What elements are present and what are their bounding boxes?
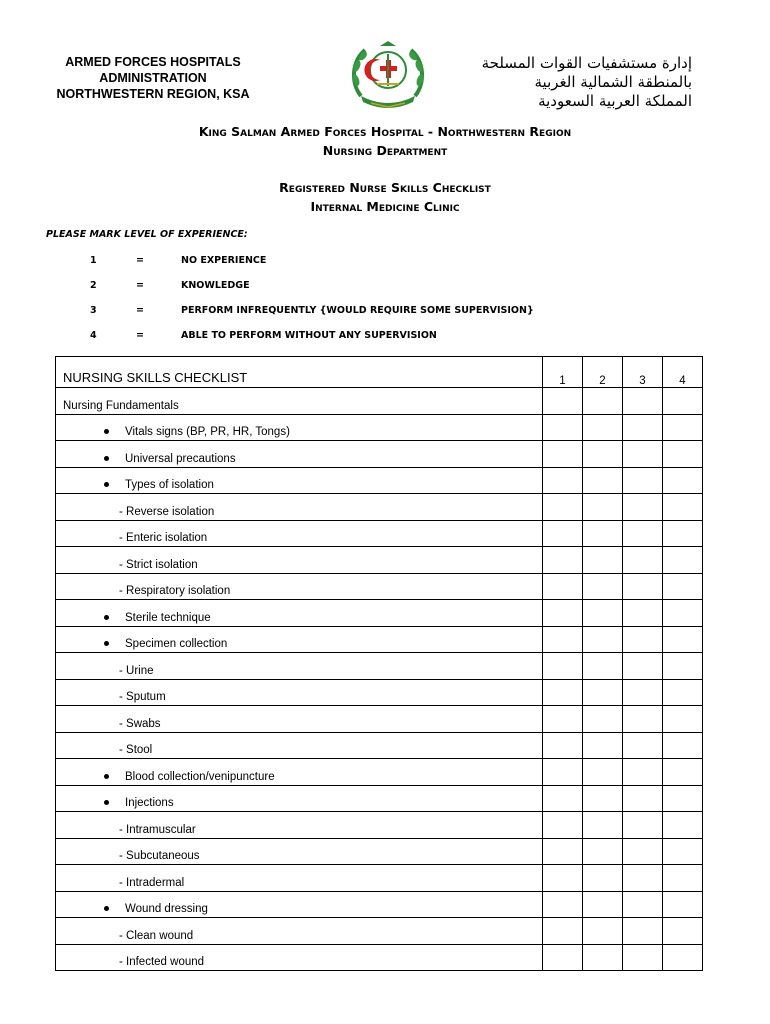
sub-skill-label: - Respiratory isolation	[119, 585, 231, 597]
level-3-checkbox-cell[interactable]	[623, 547, 663, 574]
skill-cell	[56, 891, 543, 918]
level-4-checkbox-cell[interactable]	[663, 891, 703, 918]
table-header-row	[56, 357, 703, 388]
armed-forces-emblem-icon	[347, 40, 429, 112]
sub-item	[63, 956, 542, 968]
level-2-checkbox-cell[interactable]	[583, 653, 623, 680]
level-1-checkbox-cell[interactable]	[543, 759, 583, 786]
bullet-item	[63, 797, 542, 809]
level-1-checkbox-cell[interactable]	[543, 547, 583, 574]
level-4-checkbox-cell[interactable]	[663, 600, 703, 627]
table-row	[56, 812, 703, 839]
sub-skill-label: - Enteric isolation	[119, 532, 208, 544]
level-2-checkbox-cell[interactable]	[583, 759, 623, 786]
level-4-checkbox-cell[interactable]	[663, 388, 703, 415]
level-3-checkbox-cell[interactable]	[623, 732, 663, 759]
level-1-checkbox-cell[interactable]	[543, 414, 583, 441]
table-row	[56, 626, 703, 653]
table-row	[56, 441, 703, 468]
table-heading: NURSING SKILLS CHECKLIST	[63, 370, 248, 385]
skill-label: Types of isolation	[125, 479, 214, 491]
level-3-checkbox-cell[interactable]	[623, 706, 663, 733]
legend-desc: PERFORM INFREQUENTLY {WOULD REQUIRE SOME SUPERVISION}	[181, 305, 534, 316]
skill-cell	[56, 414, 543, 441]
level-3-checkbox-cell[interactable]	[623, 414, 663, 441]
skills-checklist-table	[55, 356, 703, 971]
sub-item	[63, 559, 542, 571]
bullet-icon	[104, 641, 109, 646]
level-1-checkbox-cell[interactable]	[543, 891, 583, 918]
legend-num: 2	[90, 280, 97, 291]
level-2-checkbox-cell[interactable]	[583, 520, 623, 547]
level-4-checkbox-cell[interactable]	[663, 732, 703, 759]
sub-skill-label: - Clean wound	[119, 929, 194, 942]
skill-cell	[56, 600, 543, 627]
sub-skill-label: - Subcutaneous	[119, 850, 200, 862]
level-4-checkbox-cell[interactable]	[663, 706, 703, 733]
level-4-checkbox-cell[interactable]	[663, 547, 703, 574]
skill-label: Vitals signs (BP, PR, HR, Tongs)	[125, 426, 290, 438]
skill-cell	[56, 944, 543, 971]
level-4-checkbox-cell[interactable]	[663, 918, 703, 945]
skill-cell	[56, 467, 543, 494]
legend-desc: NO EXPERIENCE	[181, 255, 267, 266]
level-1-checkbox-cell[interactable]	[543, 944, 583, 971]
skill-cell	[56, 812, 543, 839]
legend-num: 1	[90, 255, 97, 266]
skill-cell	[56, 653, 543, 680]
level-4-checkbox-cell[interactable]	[663, 759, 703, 786]
legend-eq: =	[136, 305, 144, 316]
level-3-checkbox-cell[interactable]	[623, 679, 663, 706]
legend-desc: KNOWLEDGE	[181, 280, 250, 291]
level-2-checkbox-cell[interactable]	[583, 388, 623, 415]
header-right-block	[462, 54, 692, 111]
level-3-checkbox-cell[interactable]	[623, 573, 663, 600]
skill-cell	[56, 520, 543, 547]
level-2-checkbox-cell[interactable]	[583, 785, 623, 812]
level-1-checkbox-cell[interactable]	[543, 838, 583, 865]
level-2-checkbox-cell[interactable]	[583, 414, 623, 441]
table-row	[56, 891, 703, 918]
sub-item	[63, 850, 542, 862]
level-1-checkbox-cell[interactable]	[543, 732, 583, 759]
skill-cell	[56, 441, 543, 468]
clinic-title: Internal Medicine Clinic	[310, 199, 460, 214]
sub-item	[63, 877, 542, 889]
table-row	[56, 494, 703, 521]
skill-cell	[56, 626, 543, 653]
skill-label: Specimen collection	[125, 638, 228, 650]
level-1-checkbox-cell[interactable]	[543, 865, 583, 892]
level-4-checkbox-cell[interactable]	[663, 944, 703, 971]
skill-cell	[56, 865, 543, 892]
sub-item	[63, 506, 542, 518]
hospital-title: King Salman Armed Forces Hospital - Northwestern Region	[198, 124, 572, 139]
level-3-checkbox-cell[interactable]	[623, 812, 663, 839]
level-3-checkbox-cell[interactable]	[623, 388, 663, 415]
sub-item	[63, 930, 542, 942]
skill-cell	[56, 573, 543, 600]
level-1-checkbox-cell[interactable]	[543, 388, 583, 415]
level-4-checkbox-cell[interactable]	[663, 865, 703, 892]
skill-label: Wound dressing	[125, 903, 208, 915]
table-row	[56, 679, 703, 706]
table-row	[56, 467, 703, 494]
level-1-checkbox-cell[interactable]	[543, 679, 583, 706]
section-label: Nursing Fundamentals	[63, 399, 179, 412]
skill-label: Sterile technique	[125, 611, 211, 624]
sub-item	[63, 585, 542, 597]
bullet-item	[63, 426, 542, 438]
table-row	[56, 944, 703, 971]
level-header-2: 2	[583, 357, 623, 388]
table-row	[56, 838, 703, 865]
table-row	[56, 547, 703, 574]
legend-desc: ABLE TO PERFORM WITHOUT ANY SUPERVISION	[181, 330, 437, 341]
bullet-icon	[104, 456, 109, 461]
skill-cell	[56, 918, 543, 945]
table-row	[56, 388, 703, 415]
table-row	[56, 573, 703, 600]
hospital-title-block	[0, 122, 770, 160]
level-header-4: 4	[663, 357, 703, 388]
level-4-checkbox-cell[interactable]	[663, 494, 703, 521]
skill-label: Blood collection/venipuncture	[125, 770, 275, 783]
skill-cell	[56, 759, 543, 786]
level-3-checkbox-cell[interactable]	[623, 520, 663, 547]
level-2-checkbox-cell[interactable]	[583, 865, 623, 892]
level-4-checkbox-cell[interactable]	[663, 414, 703, 441]
level-3-checkbox-cell[interactable]	[623, 600, 663, 627]
skill-cell	[56, 494, 543, 521]
bullet-icon	[104, 429, 109, 434]
level-4-checkbox-cell[interactable]	[663, 838, 703, 865]
level-3-checkbox-cell[interactable]	[623, 653, 663, 680]
legend-eq: =	[136, 280, 144, 291]
level-2-checkbox-cell[interactable]	[583, 944, 623, 971]
bullet-icon	[104, 800, 109, 805]
sub-item	[63, 665, 542, 677]
level-3-checkbox-cell[interactable]	[623, 626, 663, 653]
level-3-checkbox-cell[interactable]	[623, 865, 663, 892]
level-1-checkbox-cell[interactable]	[543, 706, 583, 733]
level-4-checkbox-cell[interactable]	[663, 520, 703, 547]
bullet-item	[63, 453, 542, 465]
level-4-checkbox-cell[interactable]	[663, 467, 703, 494]
level-1-checkbox-cell[interactable]	[543, 600, 583, 627]
legend-eq: =	[136, 255, 144, 266]
sub-item	[63, 532, 542, 544]
sub-skill-label: - Urine	[119, 664, 154, 677]
level-2-checkbox-cell[interactable]	[583, 467, 623, 494]
level-2-checkbox-cell[interactable]	[583, 494, 623, 521]
level-4-checkbox-cell[interactable]	[663, 573, 703, 600]
sub-skill-label: - Reverse isolation	[119, 505, 215, 518]
skill-cell	[56, 388, 543, 415]
level-3-checkbox-cell[interactable]	[623, 918, 663, 945]
level-2-checkbox-cell[interactable]	[583, 918, 623, 945]
sub-skill-label: - Swabs	[119, 717, 161, 730]
section-item	[63, 400, 542, 412]
level-2-checkbox-cell[interactable]	[583, 573, 623, 600]
table-row	[56, 414, 703, 441]
level-3-checkbox-cell[interactable]	[623, 838, 663, 865]
level-1-checkbox-cell[interactable]	[543, 918, 583, 945]
table-row	[56, 732, 703, 759]
level-1-checkbox-cell[interactable]	[543, 812, 583, 839]
sub-item	[63, 691, 542, 703]
level-1-checkbox-cell[interactable]	[543, 441, 583, 468]
level-1-checkbox-cell[interactable]	[543, 520, 583, 547]
bullet-icon	[104, 482, 109, 487]
level-4-checkbox-cell[interactable]	[663, 679, 703, 706]
sub-skill-label: - Infected wound	[119, 956, 205, 968]
table-row	[56, 520, 703, 547]
skill-cell	[56, 547, 543, 574]
skill-cell	[56, 785, 543, 812]
level-3-checkbox-cell[interactable]	[623, 759, 663, 786]
sub-item	[63, 718, 542, 730]
header-right-line: بالمنطقة الشمالية الغربية	[534, 73, 692, 91]
bullet-item	[63, 479, 542, 491]
sub-item	[63, 744, 542, 756]
sub-skill-label: - Stool	[119, 744, 153, 756]
level-1-checkbox-cell[interactable]	[543, 785, 583, 812]
sub-skill-label: - Sputum	[119, 691, 166, 703]
level-2-checkbox-cell[interactable]	[583, 891, 623, 918]
legend-num: 3	[90, 305, 97, 316]
level-4-checkbox-cell[interactable]	[663, 785, 703, 812]
table-row	[56, 759, 703, 786]
header-left-line: NORTHWESTERN REGION, KSA	[56, 87, 250, 101]
header-left-line: ARMED FORCES HOSPITALS	[65, 55, 241, 69]
legend-title: PLEASE MARK LEVEL OF EXPERIENCE:	[46, 229, 248, 240]
table-heading-cell	[56, 357, 543, 388]
level-4-checkbox-cell[interactable]	[663, 626, 703, 653]
checklist-title-block	[0, 178, 770, 216]
level-1-checkbox-cell[interactable]	[543, 467, 583, 494]
header-left-line: ADMINISTRATION	[99, 71, 207, 85]
level-3-checkbox-cell[interactable]	[623, 891, 663, 918]
sub-skill-label: - Intramuscular	[119, 823, 196, 836]
skill-label: Universal precautions	[125, 452, 236, 465]
bullet-icon	[104, 774, 109, 779]
level-3-checkbox-cell[interactable]	[623, 467, 663, 494]
skill-cell	[56, 732, 543, 759]
level-2-checkbox-cell[interactable]	[583, 679, 623, 706]
level-1-checkbox-cell[interactable]	[543, 626, 583, 653]
level-4-checkbox-cell[interactable]	[663, 812, 703, 839]
table-row	[56, 785, 703, 812]
header-right-line: المملكة العربية السعودية	[538, 92, 692, 110]
table-row	[56, 653, 703, 680]
level-2-checkbox-cell[interactable]	[583, 812, 623, 839]
level-2-checkbox-cell[interactable]	[583, 706, 623, 733]
bullet-item	[63, 903, 542, 915]
table-row	[56, 918, 703, 945]
skill-cell	[56, 838, 543, 865]
bullet-icon	[104, 906, 109, 911]
checklist-title: Registered Nurse Skills Checklist	[279, 180, 491, 195]
level-2-checkbox-cell[interactable]	[583, 441, 623, 468]
level-4-checkbox-cell[interactable]	[663, 441, 703, 468]
table-row	[56, 706, 703, 733]
skill-label: Injections	[125, 797, 174, 809]
level-2-checkbox-cell[interactable]	[583, 600, 623, 627]
level-2-checkbox-cell[interactable]	[583, 732, 623, 759]
level-3-checkbox-cell[interactable]	[623, 441, 663, 468]
skill-cell	[56, 679, 543, 706]
bullet-icon	[104, 615, 109, 620]
legend-num: 4	[90, 330, 97, 341]
level-header-3: 3	[623, 357, 663, 388]
department-title: Nursing Department	[322, 143, 448, 158]
legend-eq: =	[136, 330, 144, 341]
bullet-item	[63, 771, 542, 783]
bullet-item	[63, 612, 542, 624]
level-2-checkbox-cell[interactable]	[583, 547, 623, 574]
level-4-checkbox-cell[interactable]	[663, 653, 703, 680]
bullet-item	[63, 638, 542, 650]
level-1-checkbox-cell[interactable]	[543, 653, 583, 680]
sub-skill-label: - Intradermal	[119, 876, 185, 889]
level-3-checkbox-cell[interactable]	[623, 494, 663, 521]
sub-skill-label: - Strict isolation	[119, 558, 198, 571]
header-left-block	[48, 54, 258, 102]
level-3-checkbox-cell[interactable]	[623, 944, 663, 971]
level-1-checkbox-cell[interactable]	[543, 573, 583, 600]
level-3-checkbox-cell[interactable]	[623, 785, 663, 812]
sub-item	[63, 824, 542, 836]
skill-cell	[56, 706, 543, 733]
level-1-checkbox-cell[interactable]	[543, 494, 583, 521]
header-right-line: إدارة مستشفيات القوات المسلحة	[481, 54, 692, 72]
table-row	[56, 600, 703, 627]
table-row	[56, 865, 703, 892]
level-2-checkbox-cell[interactable]	[583, 838, 623, 865]
level-header-1: 1	[543, 357, 583, 388]
level-2-checkbox-cell[interactable]	[583, 626, 623, 653]
